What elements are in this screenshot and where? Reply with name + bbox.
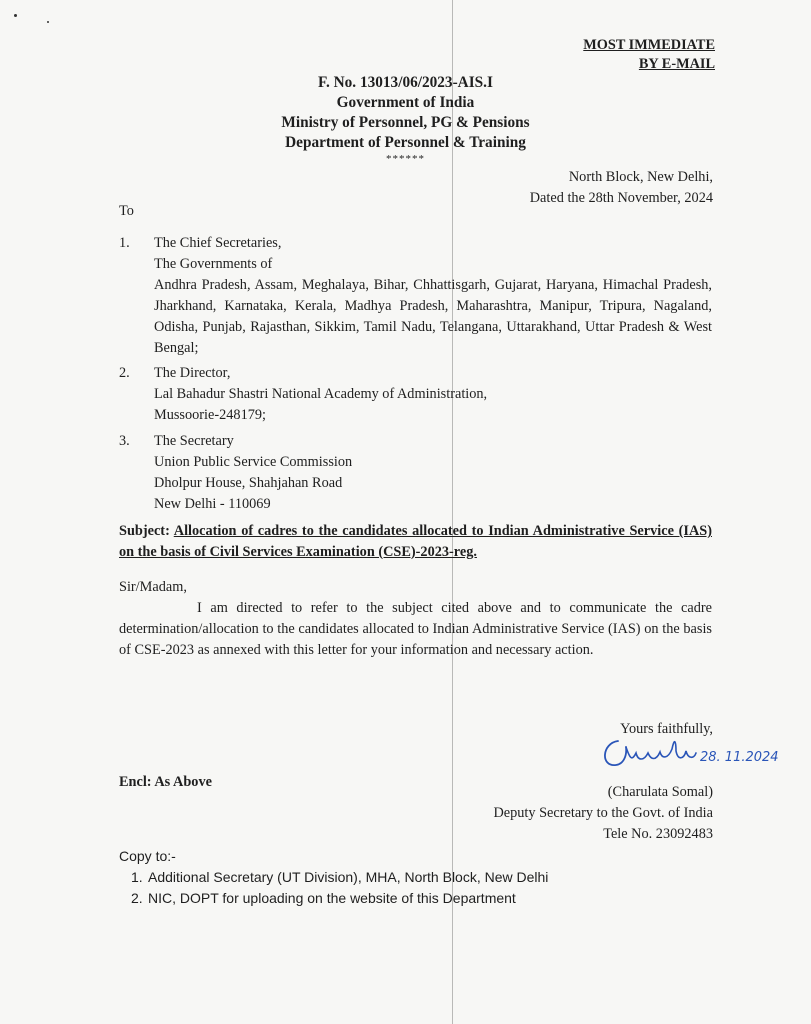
signatory-designation: Deputy Secretary to the Govt. of India [493, 805, 713, 821]
copy-to-text: Additional Secretary (UT Division), MHA, North Block, New Delhi [148, 869, 549, 885]
recipient-line: Union Public Service Commission [154, 454, 353, 470]
copy-to-item [119, 888, 548, 909]
handwritten-signature [596, 731, 786, 773]
recipient-line: The Chief Secretaries, [154, 235, 282, 251]
svg-text:28. 11.2024: 28. 11.2024 [700, 750, 779, 765]
priority-line-1: MOST IMMEDIATE [583, 37, 715, 53]
copy-to-text: NIC, DOPT for uploading on the website of this Department [148, 890, 516, 906]
letter-heading [0, 73, 811, 165]
heading-separator: ****** [386, 153, 425, 165]
date: Dated the 28th November, 2024 [529, 190, 713, 206]
copy-to-section [119, 846, 548, 909]
recipient-line: The Governments of [154, 256, 273, 272]
recipient-number: 1. [119, 235, 130, 251]
copy-to-number: 1. [131, 869, 143, 885]
recipient-line: New Delhi - 110069 [154, 496, 271, 512]
recipient-address [154, 431, 712, 515]
recipient-line: Dholpur House, Shahjahan Road [154, 475, 343, 491]
recipient-number: 3. [119, 433, 130, 449]
enclosure-note: Encl: As Above [119, 774, 212, 790]
recipient-number: 2. [119, 365, 130, 381]
ministry-name: Ministry of Personnel, PG & Pensions [281, 114, 530, 131]
state-list: Andhra Pradesh, Assam, Meghalaya, Bihar, Chhattisgarh, Gujarat, Haryana, Himachal Pradesh, Jharkhand, Karnataka, Kerala, Madhya Pradesh, Maharashtra, Manipur, Tripura, Nagaland, Odisha, Punjab, Rajasthan, Sikkim, Tamil Nadu, Telangana, Uttarakhand, Uttar Pradesh & West Bengal; [154, 277, 712, 356]
department-name: Department of Personnel & Training [285, 134, 526, 151]
recipient-line: The Director, [154, 365, 231, 381]
to-label: To [119, 203, 134, 219]
recipient-address [154, 363, 712, 426]
recipient-address [154, 233, 712, 359]
closing: Yours faithfully, [620, 721, 713, 737]
copy-to-number: 2. [131, 890, 143, 906]
letter-body: I am directed to refer to the subject cited above and to communicate the cadre determination/allocation to the candidates allocated to Indian Administrative Service (IAS) on the basis of CSE-2023 as annexed with this letter for your information and necessary action. [119, 600, 712, 658]
place-and-date [530, 167, 713, 209]
signatory-name: (Charulata Somal) [607, 784, 713, 800]
subject-label: Subject: [119, 523, 170, 539]
priority-marking [583, 36, 715, 74]
signatory-telephone: Tele No. 23092483 [603, 826, 713, 842]
subject [119, 521, 712, 563]
scan-speck [47, 21, 49, 23]
copy-to-item [119, 867, 548, 888]
recipient-line: The Secretary [154, 433, 234, 449]
recipient-line: Mussoorie-248179; [154, 407, 266, 423]
government-name: Government of India [336, 94, 475, 111]
copy-to-label: Copy to:- [119, 848, 176, 864]
scan-speck [14, 14, 17, 17]
file-number: F. No. 13013/06/2023-AIS.I [318, 74, 493, 91]
salutation: Sir/Madam, [119, 579, 187, 595]
recipient-line: Lal Bahadur Shastri National Academy of Administration, [154, 386, 488, 402]
place: North Block, New Delhi, [568, 169, 713, 185]
subject-text: Allocation of cadres to the candidates allocated to Indian Administrative Service (IAS) on the basis of Civil Services Examination (CSE)-2023-reg. [119, 523, 712, 560]
priority-line-2: BY E-MAIL [638, 56, 715, 72]
